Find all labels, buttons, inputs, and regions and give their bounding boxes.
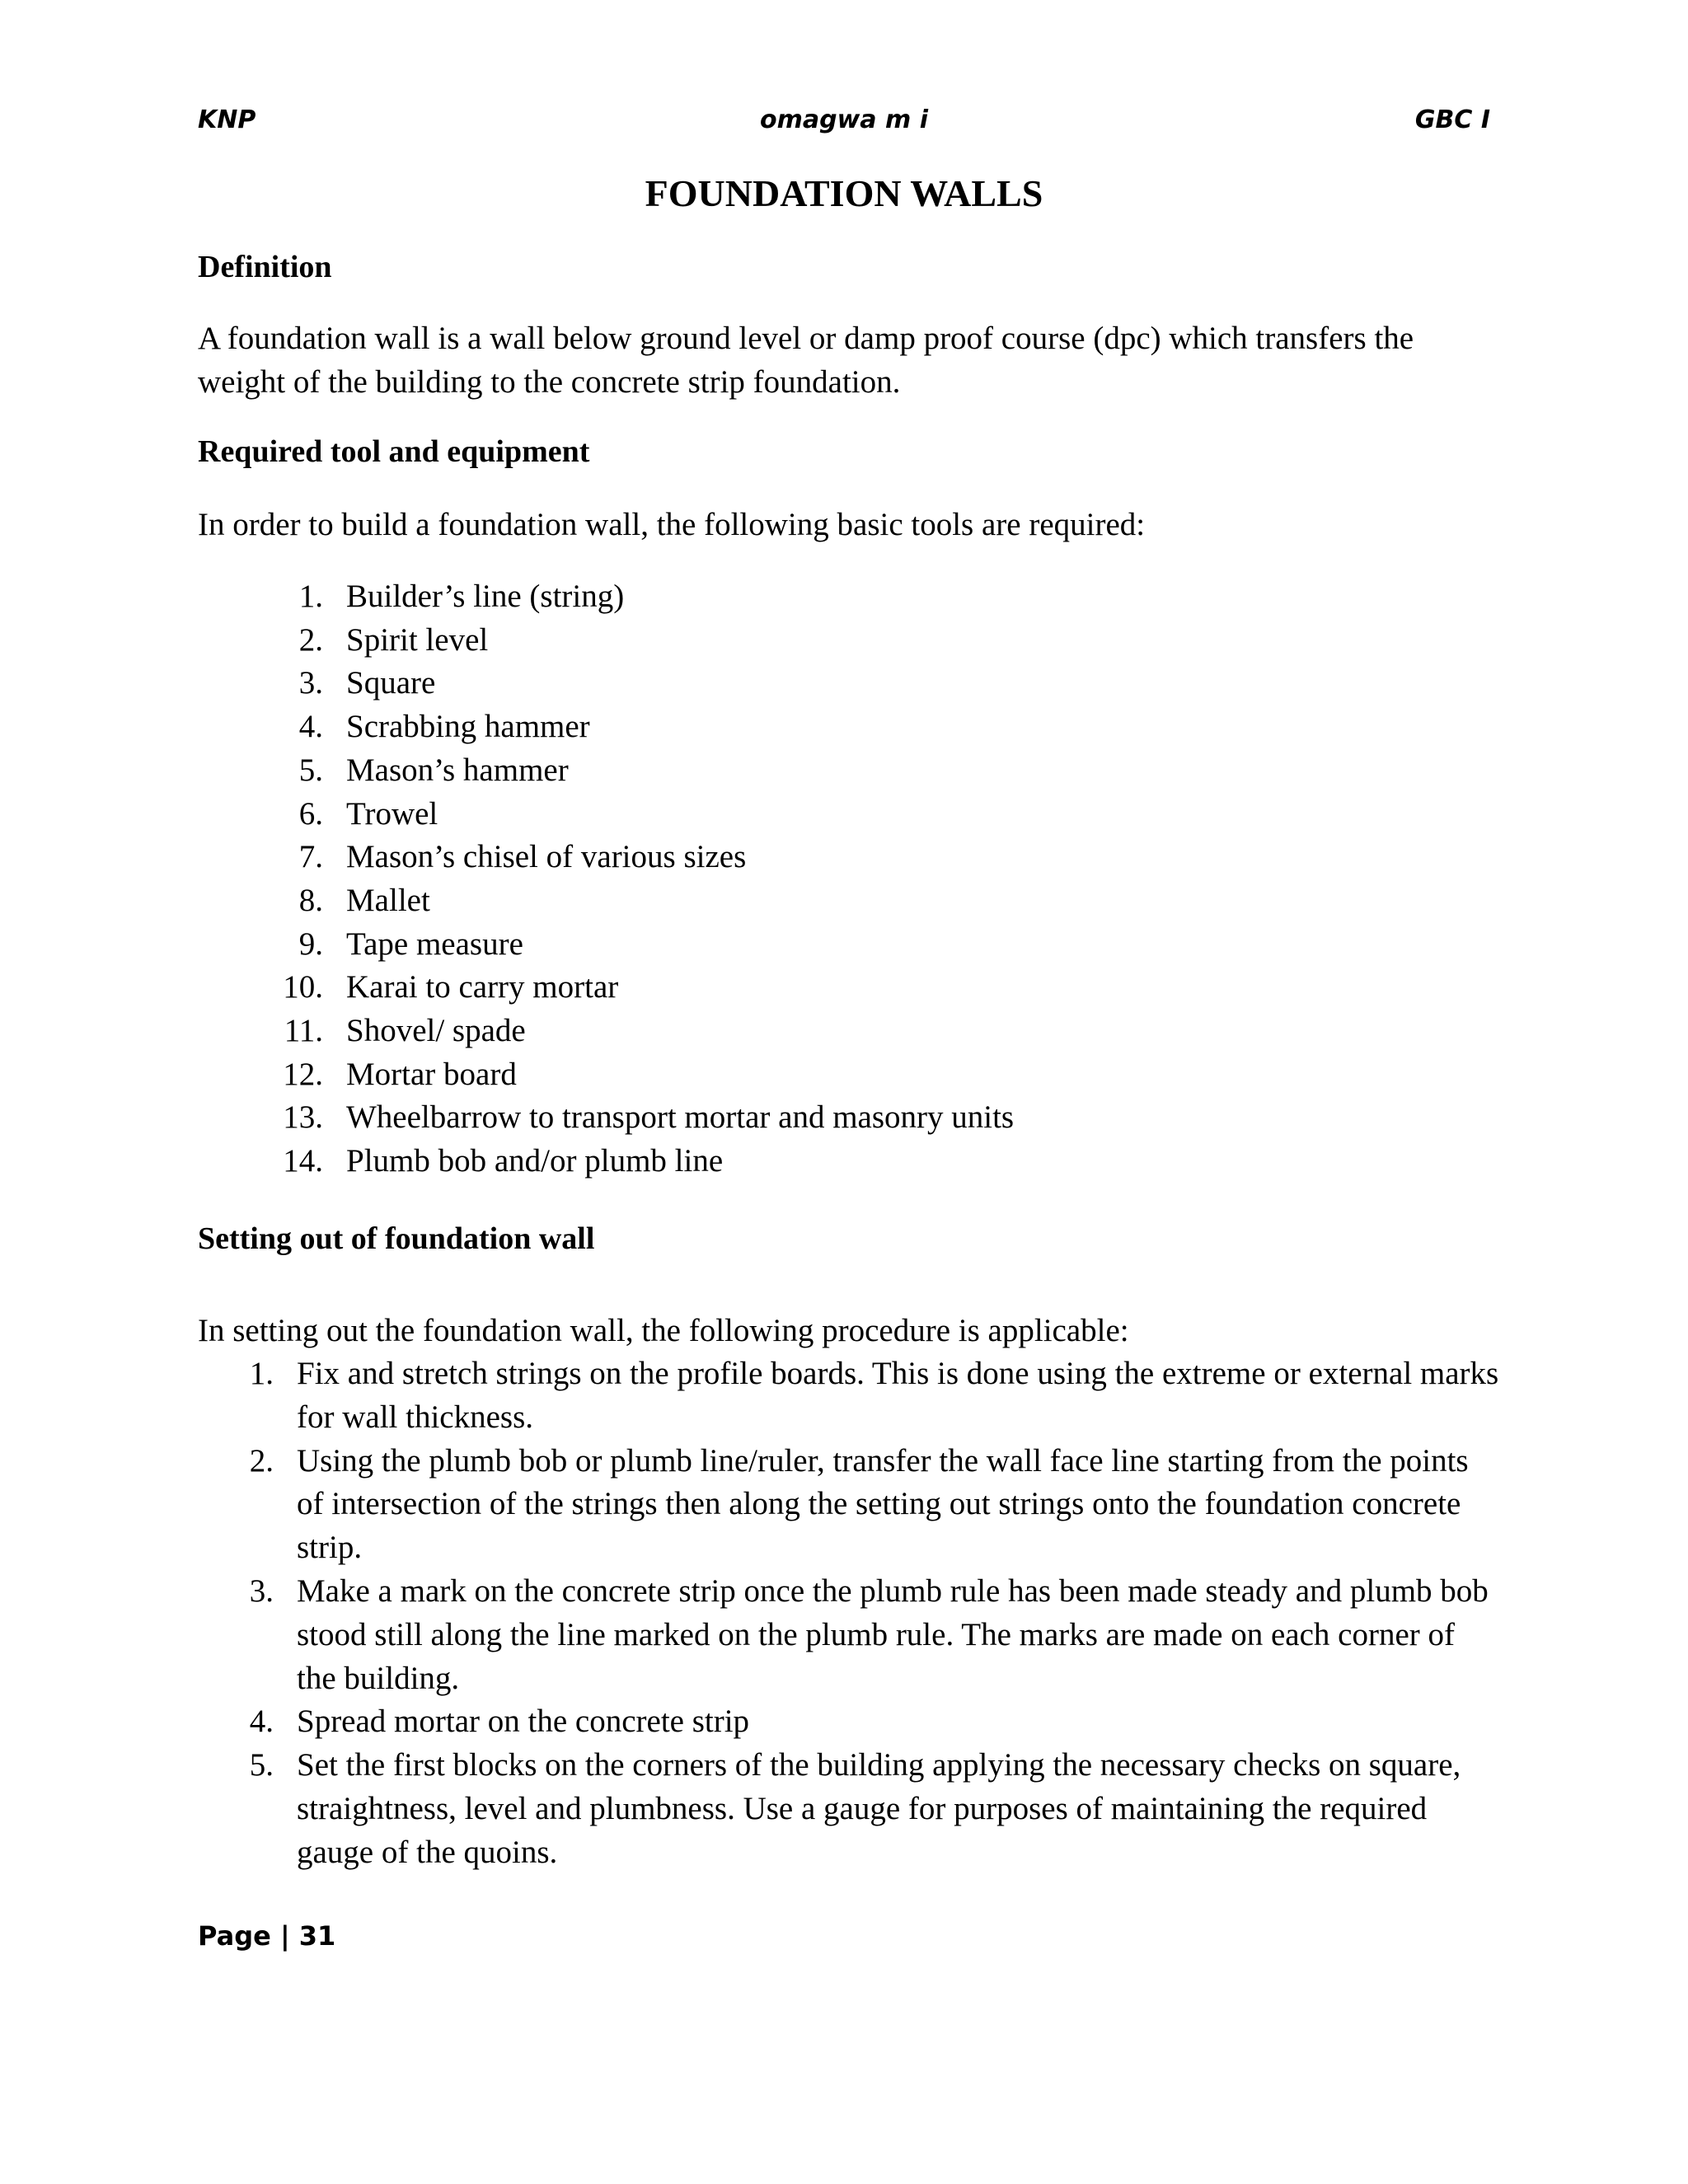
- list-item: 12. Mortar board: [283, 1056, 517, 1092]
- list-item: 4. Scrabbing hammer: [298, 709, 590, 745]
- definition-heading: Definition: [198, 250, 332, 284]
- list-item: 3. Make a mark on the concrete strip once the plumb rule has been made steady and plumb bob stood still along the line marked on the plumb rule. The marks are made on each corner of the building.: [249, 1572, 1489, 1696]
- list-item: 8. Mallet: [298, 882, 430, 918]
- list-item: 7. Mason’s chisel of various sizes: [298, 839, 747, 875]
- list-item: 10. Karai to carry mortar: [283, 969, 619, 1005]
- list-item: 6. Trowel: [298, 795, 438, 832]
- list-item: 4. Spread mortar on the concrete strip: [249, 1704, 750, 1740]
- setting-out-intro: In setting out the foundation wall, the following procedure is applicable:: [198, 1313, 1129, 1348]
- list-item: 14. Plumb bob and/or plumb line: [283, 1143, 724, 1179]
- page-header: [198, 105, 1490, 138]
- page-number: Page | 31: [198, 1920, 336, 1952]
- list-item: 13. Wheelbarrow to transport mortar and masonry units: [283, 1099, 1015, 1136]
- setting-out-heading: Setting out of foundation wall: [198, 1221, 595, 1256]
- list-item: 5. Mason’s hammer: [298, 752, 569, 788]
- list-item: 11. Shovel/ spade: [284, 1013, 526, 1049]
- page-title: FOUNDATION WALLS: [645, 172, 1043, 214]
- tools-intro: In order to build a foundation wall, the following basic tools are required:: [198, 507, 1146, 542]
- header-center-text: omagwa m i: [760, 105, 928, 134]
- header-left-text: KNP: [198, 105, 256, 134]
- list-item: 5. Set the first blocks on the corners of the building applying the necessary checks on square, straightness, level and plumbness. Use a gauge for purposes of maintaining the required gauge of the quoins.: [249, 1747, 1461, 1870]
- list-item: 1. Builder’s line (string): [298, 579, 625, 614]
- tools-list: [247, 575, 1014, 1183]
- list-item: 2. Using the plumb bob or plumb line/ruler, transfer the wall face line starting from the points of intersection of the strings then along the setting out strings onto the foundation concrete strip.: [249, 1442, 1469, 1566]
- list-item: 3. Square: [298, 665, 436, 701]
- list-item: 2. Spirit level: [298, 621, 489, 658]
- list-item: 1. Fix and stretch strings on the profile boards. This is done using the extreme or external marks for wall thickness.: [249, 1356, 1499, 1435]
- procedure-list: [198, 1352, 1500, 1875]
- list-item: 9. Tape measure: [298, 926, 523, 962]
- tools-heading: Required tool and equipment: [198, 434, 590, 469]
- definition-text: A foundation wall is a wall below ground level or damp proof course (dpc) which transfers the weight of the building to the concrete strip foundation.: [198, 321, 1414, 400]
- header-right-text: GBC I: [1414, 105, 1490, 134]
